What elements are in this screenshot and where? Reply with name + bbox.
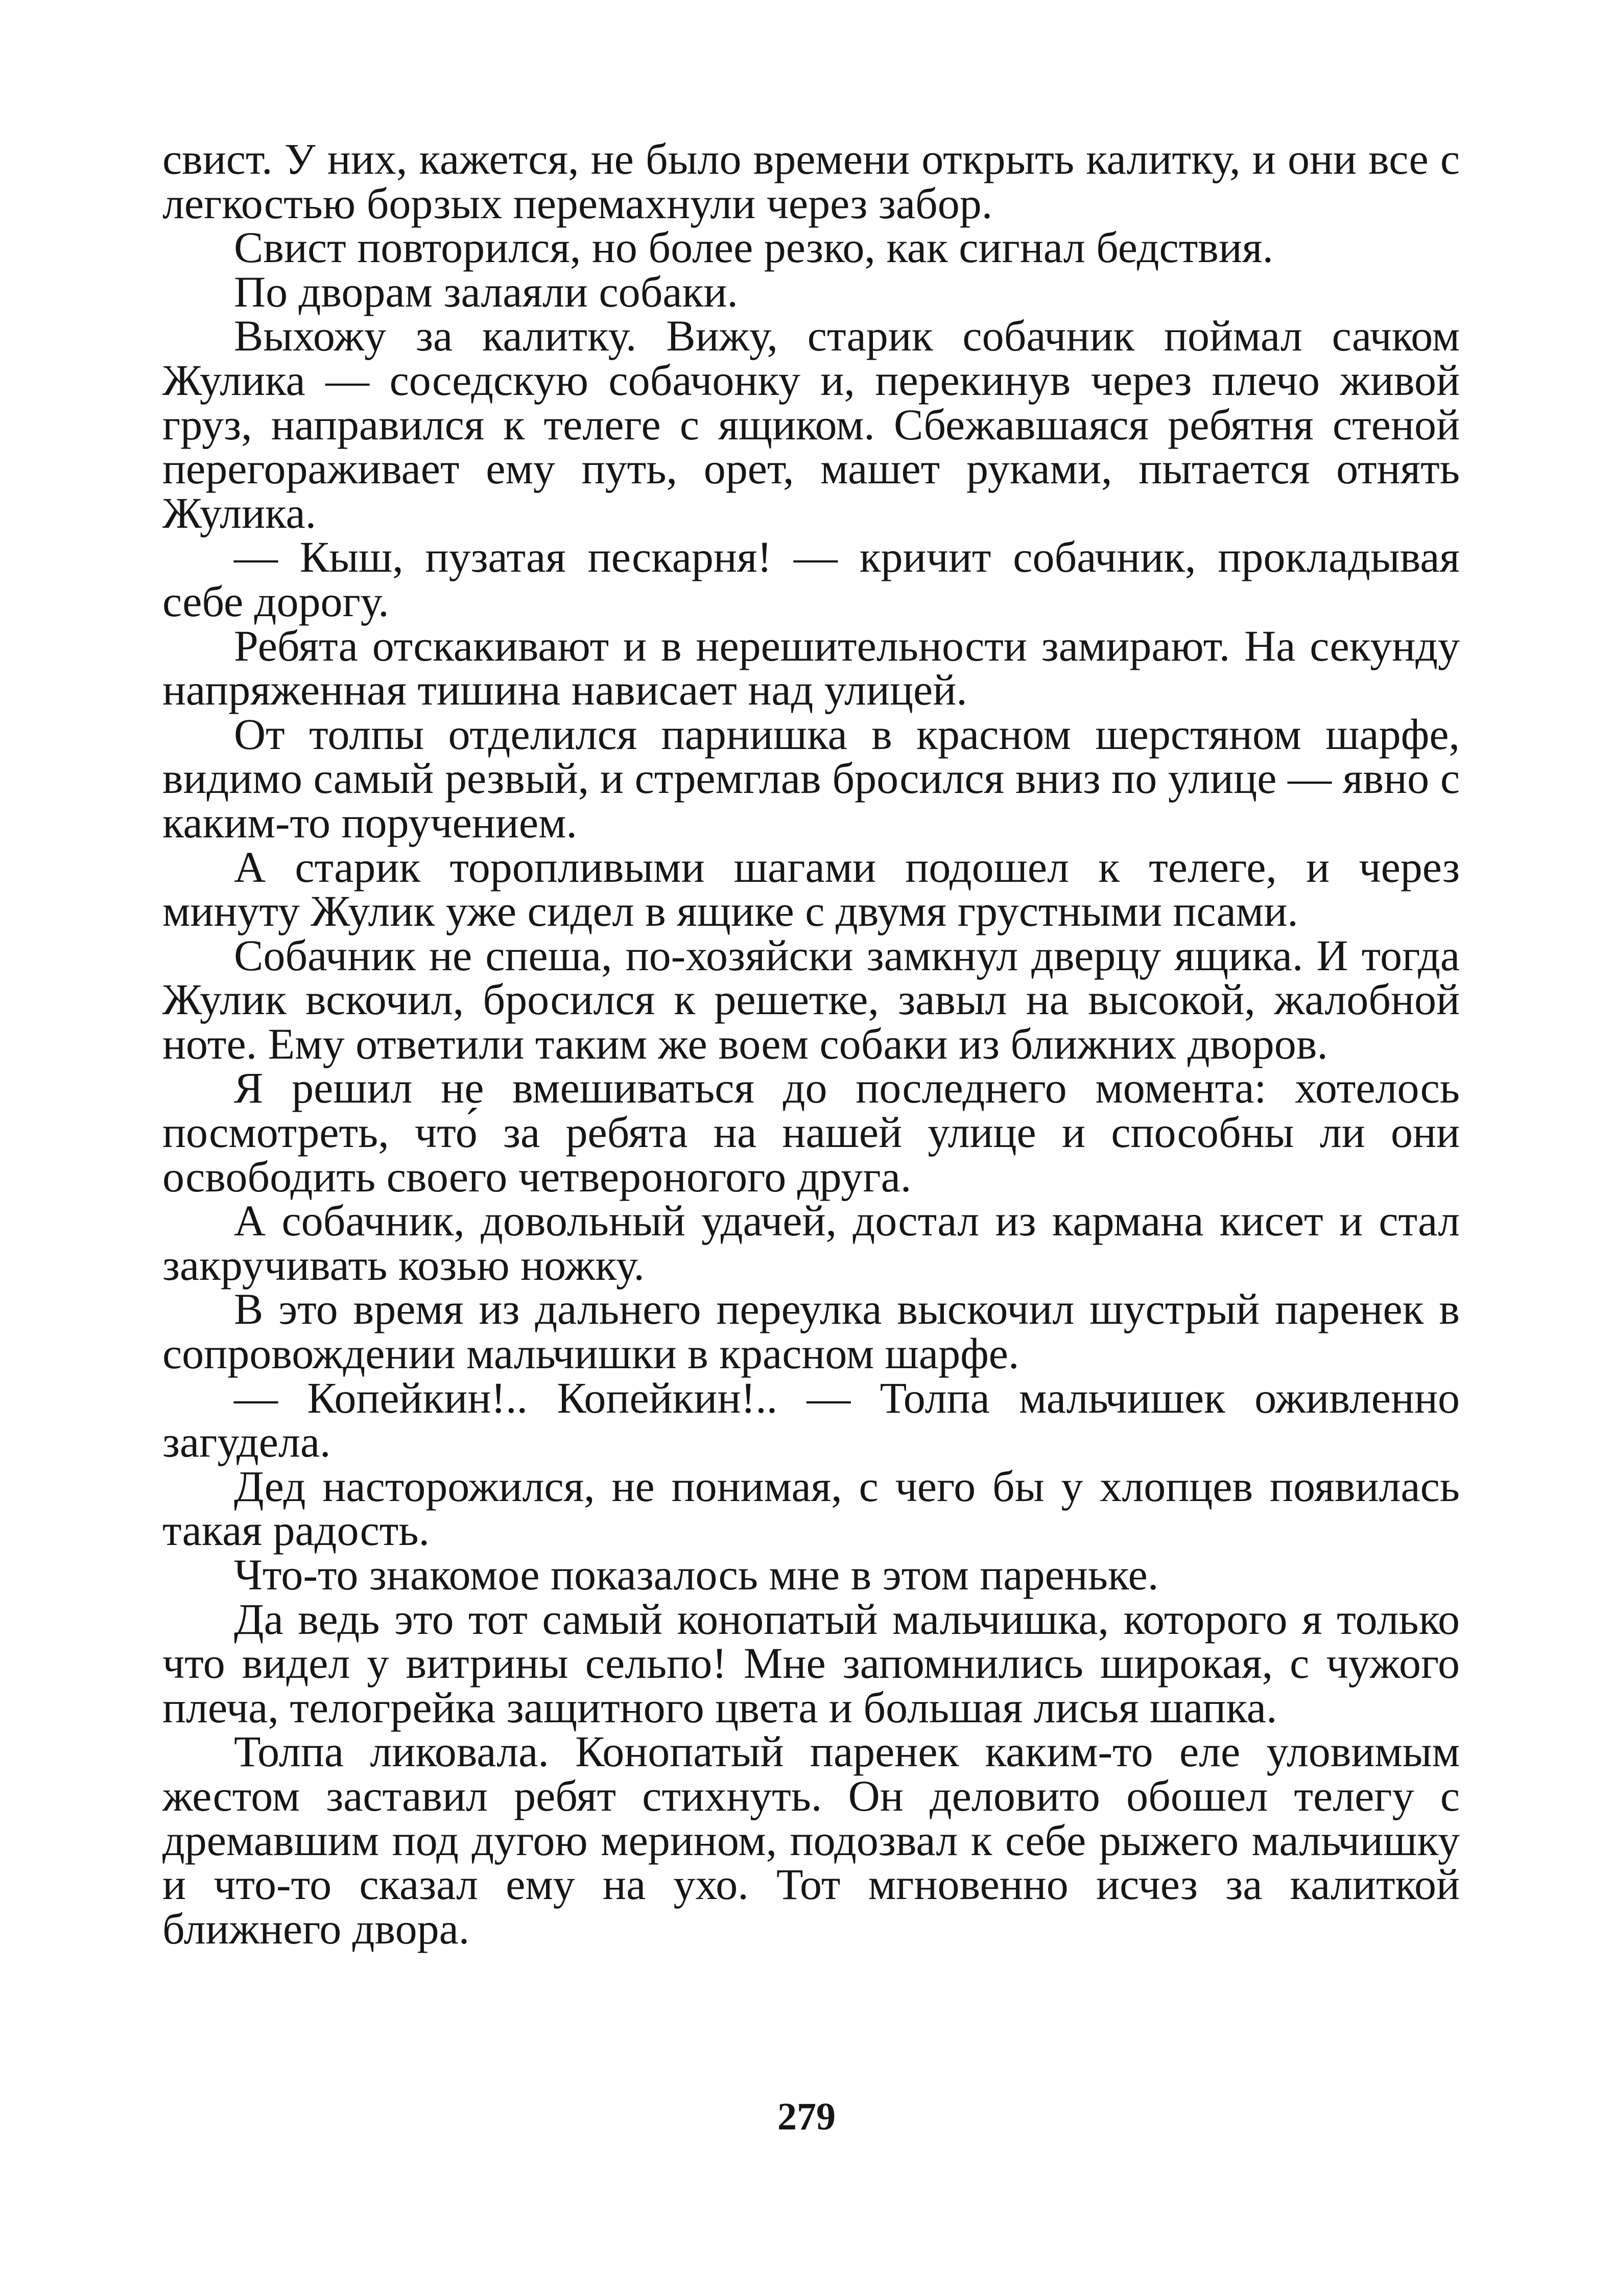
paragraph: — Кыш, пузатая пескарня! — кричит собачник, прокладывая себе дорогу. — [162, 532, 1460, 626]
paragraph: Выхожу за калитку. Вижу, старик собачник поймал сачком Жулика — соседскую собачонку и, перекинув через плечо живой груз, направился к телеге с ящиком. Сбежавшаяся ребятня стеной перегораживает ему путь, орет, машет руками, пытается отнять Жулика. — [162, 311, 1460, 537]
paragraph: А старик торопливыми шагами подошел к телеге, и через минуту Жулик уже сидел в ящике с двумя грустными псами. — [162, 842, 1460, 936]
page-number: 279 — [777, 2095, 836, 2138]
paragraph: Дед насторожился, не понимая, с чего бы у хлопцев появилась такая радость. — [162, 1461, 1460, 1555]
paragraph: Я решил не вмешиваться до последнего момента: хотелось посмотреть, что́ за ребята на нашей улице и способны ли они освободить своего четвероногого друга. — [162, 1063, 1460, 1201]
paragraph: А собачник, довольный удачей, достал из кармана кисет и стал закручивать козью ножку. — [162, 1196, 1460, 1290]
paragraph: Да ведь это тот самый конопатый мальчишка, которого я только что видел у витрины сельпо! Мне запомнились широкая, с чужого плеча, телогрейка защитного цвета и большая лисья шапка. — [162, 1594, 1460, 1732]
paragraph: свист. У них, кажется, не было времени открыть калитку, и они все с легкостью борзых перемахнули через забор. — [162, 134, 1460, 228]
paragraph: В это время из дальнего переулка выскочил шустрый паренек в сопровождении мальчишки в красном шарфе. — [162, 1284, 1460, 1378]
paragraph: Толпа ликовала. Конопатый паренек каким-то еле уловимым жестом заставил ребят стихнуть. Он деловито обошел телегу с дремавшим под дугою мерином, подозвал к себе рыжего мальчишку и что-то сказал ему на ухо. Тот мгновенно исчез за калиткой ближнего двора. — [162, 1727, 1460, 1953]
paragraph: Что-то знакомое показалось мне в этом пареньке. — [234, 1550, 1159, 1599]
book-page-text — [162, 134, 1460, 1953]
paragraph: Собачник не спеша, по-хозяйски замкнул дверцу ящика. И тогда Жулик вскочил, бросился к решетке, завыл на высокой, жалобной ноте. Ему ответили таким же воем собаки из ближних дворов. — [162, 930, 1460, 1068]
paragraph: По дворам залаяли собаки. — [234, 267, 738, 316]
paragraph: От толпы отделился парнишка в красном шерстяном шарфе, видимо самый резвый, и стремглав бросился вниз по улице — явно с каким-то поручением. — [162, 709, 1460, 847]
paragraph: — Копейкин!.. Копейкин!.. — Толпа мальчишек оживленно загудела. — [162, 1373, 1460, 1467]
paragraph: Ребята отскакивают и в нерешительности замирают. На секунду напряженная тишина нависает над улицей. — [162, 621, 1460, 715]
paragraph: Свист повторился, но более резко, как сигнал бедствия. — [234, 223, 1273, 272]
